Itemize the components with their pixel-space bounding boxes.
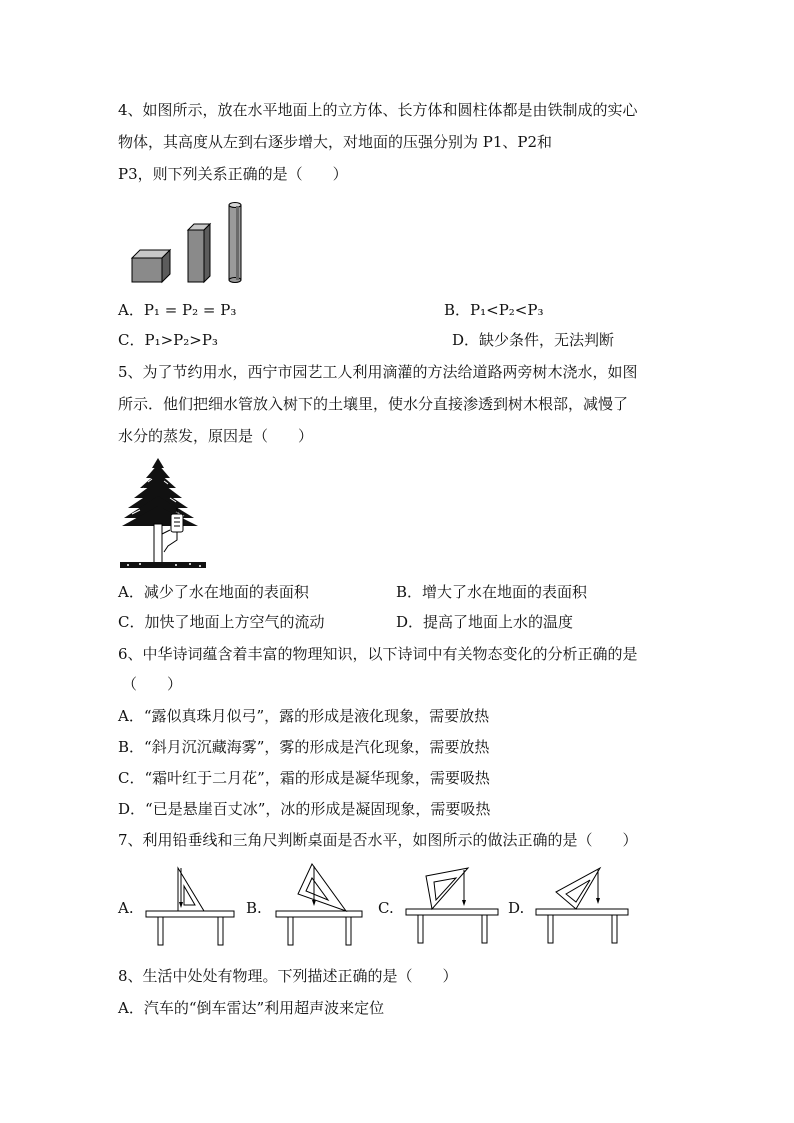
q5-stem-line2: 所示．他们把细水管放入树下的土壤里，使水分直接渗透到树木根部，减慢了 xyxy=(118,395,629,413)
q6-option-c: C．“霜叶红于二月花”，霜的形成是凝华现象，需要吸热 xyxy=(118,769,490,787)
q7-stem-line1: 7、利用铅垂线和三角尺判断桌面是否水平，如图所示的做法正确的是（ ） xyxy=(118,831,638,849)
q5-stem-line1: 5、为了节约用水，西宁市园艺工人利用滴灌的方法给道路两旁树木浇水，如图 xyxy=(118,363,638,381)
q7-figure-b xyxy=(274,858,364,948)
q6-option-d: D．“已是悬崖百丈冰”，冰的形成是凝固现象，需要吸热 xyxy=(118,800,491,818)
q7-label-d: D. xyxy=(508,899,525,917)
q4-figure-solids xyxy=(128,196,248,286)
q6-option-b: B．“斜月沉沉藏海雾”，雾的形成是汽化现象，需要放热 xyxy=(118,738,490,756)
q5-option-b: B．增大了水在地面的表面积 xyxy=(396,583,588,601)
tree-trunk xyxy=(154,524,162,564)
q7-label-b: B. xyxy=(246,899,262,917)
q4-option-b: B．P₁<P₂<P₃ xyxy=(444,301,544,319)
q4-stem-line2: 物体，其高度从左到右逐步增大，对地面的压强分别为 P1、P2和 xyxy=(118,133,553,151)
q7-figure-d xyxy=(534,862,630,948)
q5-figure-tree xyxy=(118,456,208,572)
q4-stem-line1: 4、如图所示，放在水平地面上的立方体、长方体和圆柱体都是由铁制成的实心 xyxy=(118,101,638,119)
cube-shape xyxy=(132,250,170,282)
q7-figure-c xyxy=(404,862,500,948)
q6-stem-line1: 6、中华诗词蕴含着丰富的物理知识，以下诗词中有关物态变化的分析正确的是 xyxy=(118,645,638,663)
q6-option-a: A．“露似真珠月似弓”，露的形成是液化现象，需要放热 xyxy=(118,707,490,725)
q5-option-a: A．减少了水在地面的表面积 xyxy=(118,583,309,601)
q7-label-a: A. xyxy=(118,899,134,917)
cuboid-shape xyxy=(188,224,210,282)
q5-option-d: D．提高了地面上水的温度 xyxy=(396,613,574,631)
tree-foliage xyxy=(122,458,198,526)
q8-option-a: A．汽车的“倒车雷达”利用超声波来定位 xyxy=(118,999,385,1017)
q4-option-d: D．缺少条件，无法判断 xyxy=(452,331,615,349)
ground xyxy=(120,562,206,568)
cylinder-shape xyxy=(229,203,241,283)
q7-figure-a xyxy=(144,862,236,948)
q6-stem-line2: （ ） xyxy=(122,675,183,693)
q5-stem-line3: 水分的蒸发，原因是（ ） xyxy=(118,427,314,445)
q4-option-a: A．P₁ = P₂ = P₃ xyxy=(118,301,237,319)
q5-option-c: C．加快了地面上方空气的流动 xyxy=(118,613,325,631)
q7-label-c: C. xyxy=(378,899,394,917)
q4-option-c: C．P₁>P₂>P₃ xyxy=(118,331,218,349)
q8-stem-line1: 8、生活中处处有物理。下列描述正确的是（ ） xyxy=(118,967,458,985)
q4-stem-line3: P3，则下列关系正确的是（ ） xyxy=(118,165,348,183)
